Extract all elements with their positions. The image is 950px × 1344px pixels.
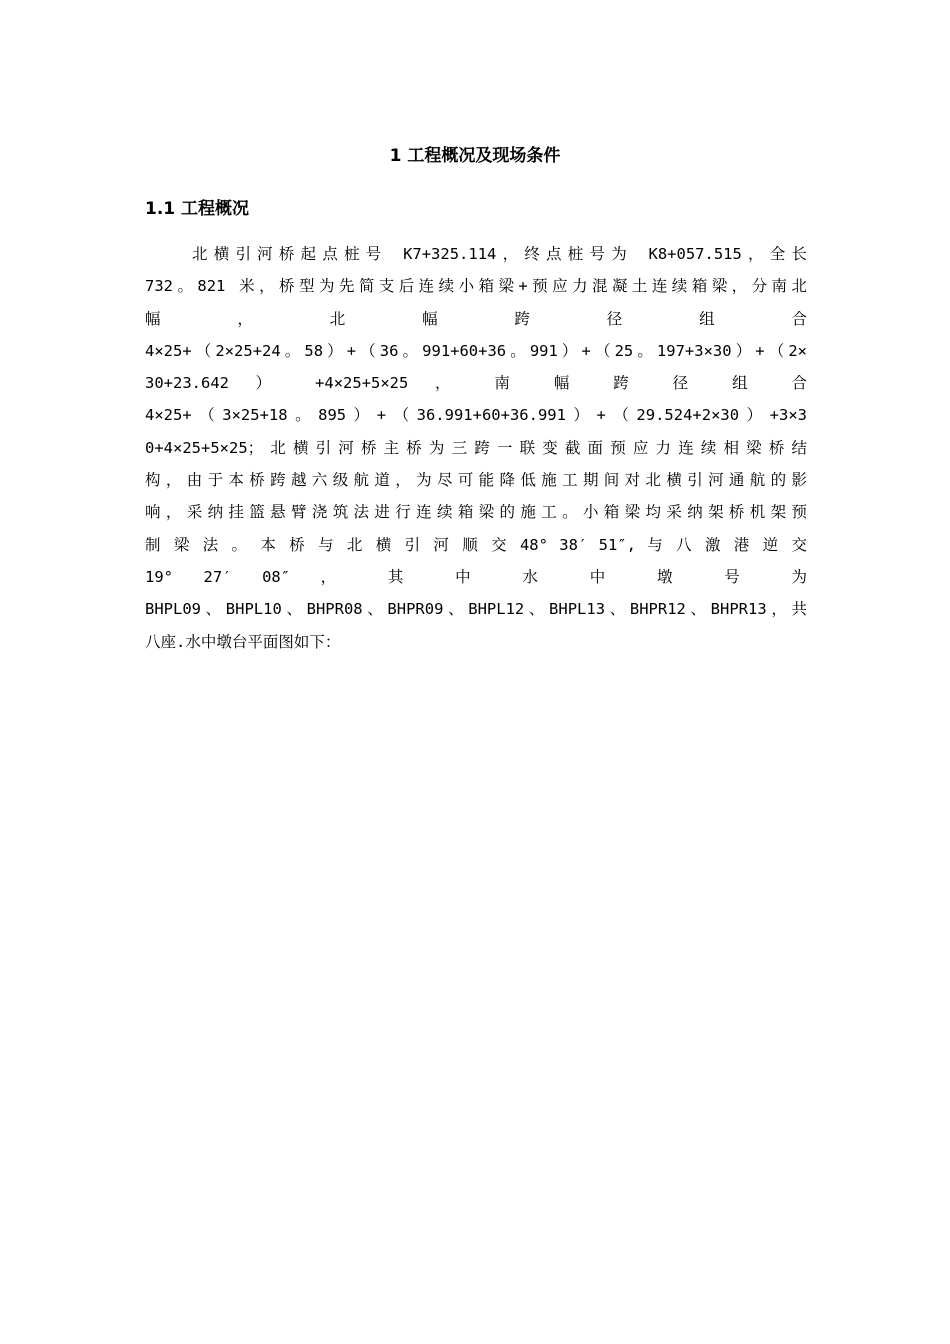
paragraph-line: 八座.水中墩台平面图如下：: [145, 632, 341, 651]
paragraph-line: 制 梁 法 。 本 桥 与 北 横 引 河 顺 交 48° 38′ 51″, 与 八 激 港 逆 交: [145, 535, 807, 554]
paragraph-line: 4×25+（3×25+18。895）+（36.991+60+36.991）+（29.524+2×30）+3×3: [145, 406, 807, 425]
paragraph-line: 19° 27′ 08″ ， 其 中 水 中 墩 号 为: [145, 567, 807, 586]
paragraph-line: 4×25+（2×25+24。58）+（36。991+60+36。991）+（25。197+3×30）+（2×: [145, 341, 807, 360]
paragraph-line: 732。821 米，桥型为先简支后连续小箱梁+预应力混凝土连续箱梁，分南北: [145, 277, 807, 296]
body-paragraph: [145, 238, 807, 658]
chapter-title: 1 工程概况及现场条件: [389, 146, 561, 166]
paragraph-line: 幅 ， 北 幅 跨 径 组 合: [145, 309, 807, 328]
paragraph-line: BHPL09、BHPL10、BHPR08、BHPR09、BHPL12、BHPL13、BHPR12、BHPR13，共: [145, 600, 807, 619]
paragraph-line: 响，采纳挂篮悬臂浇筑法进行连续箱梁的施工。小箱梁均采纳架桥机架预: [145, 503, 807, 522]
paragraph-line: 0+4×25+5×25；北横引河桥主桥为三跨一联变截面预应力连续相梁桥结: [145, 438, 807, 457]
paragraph-line: 北横引河桥起点桩号 K7+325.114，终点桩号为 K8+057.515，全长: [192, 245, 807, 263]
paragraph-line: 构，由于本桥跨越六级航道，为尽可能降低施工期间对北横引河通航的影: [145, 471, 807, 490]
paragraph-line: 30+23.642 ） +4×25+5×25 ， 南 幅 跨 径 组 合: [145, 374, 807, 393]
section-title: 1.1 工程概况: [145, 199, 250, 219]
